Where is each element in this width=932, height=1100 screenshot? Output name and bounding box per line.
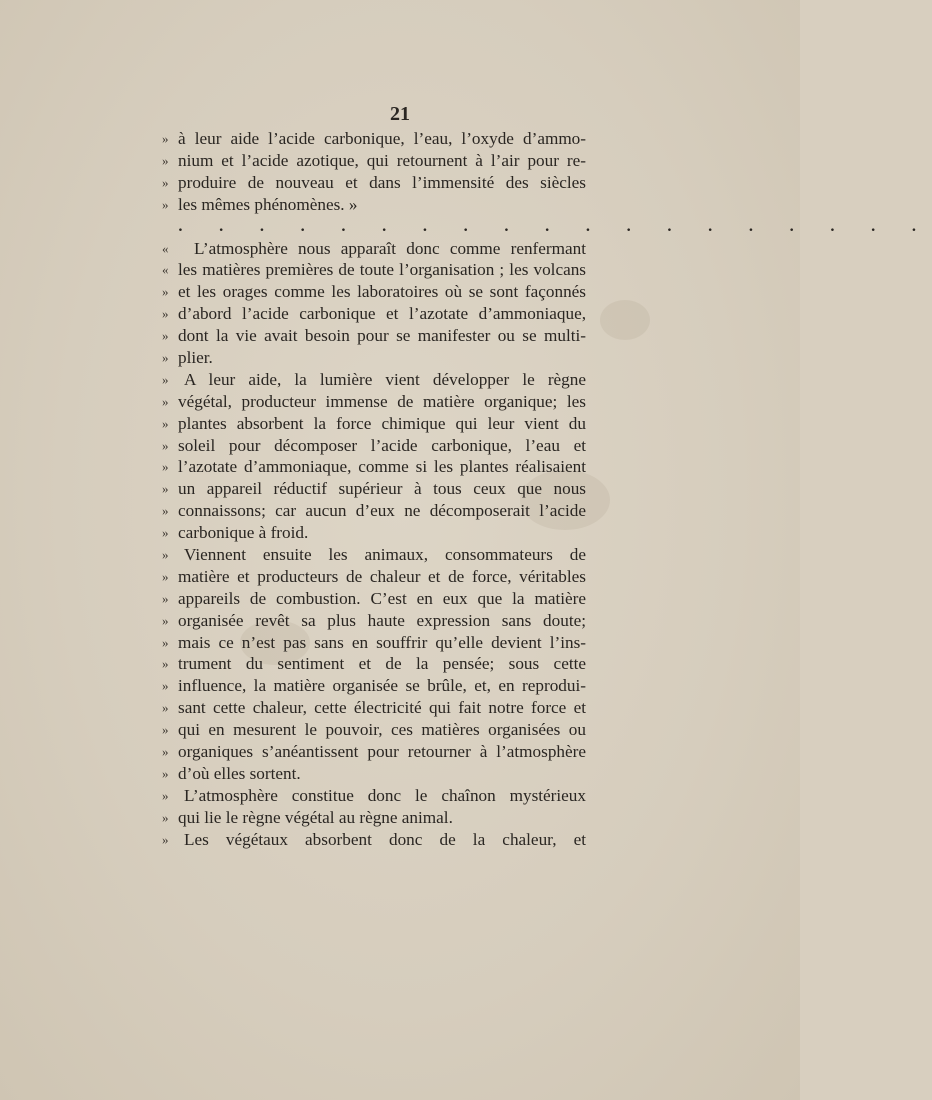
page-number: 21 <box>390 103 410 125</box>
quote-mark: » <box>162 284 169 300</box>
quote-mark: » <box>162 612 169 628</box>
quote-mark: » <box>162 547 169 563</box>
text-line <box>162 610 586 632</box>
line-text: soleil pour décomposer l’acide carbonique, l’eau et <box>178 435 586 455</box>
line-text: d’où elles sortent. <box>178 763 301 783</box>
body-text <box>162 128 932 851</box>
line-text: végétal, producteur immense de matière organique; les <box>178 391 586 411</box>
line-text: qui en mesurent le pouvoir, ces matières organisées ou <box>178 720 586 740</box>
quote-mark: » <box>162 809 169 825</box>
text-line <box>162 259 586 281</box>
text-line <box>162 391 586 413</box>
text-line <box>162 369 586 391</box>
line-text: trument du sentiment et de la pensée; sous cette <box>178 654 586 674</box>
line-text: Les végétaux absorbent donc de la chaleur, et <box>184 829 586 849</box>
text-line <box>162 150 586 172</box>
line-text: L’atmosphère constitue donc le chaînon mystérieux <box>184 785 586 805</box>
text-line <box>162 719 586 741</box>
text-line <box>162 741 586 763</box>
text-line <box>162 544 586 566</box>
line-text: carbonique à froid. <box>178 523 309 543</box>
text-line <box>162 500 586 522</box>
text-line <box>162 456 586 478</box>
quote-mark: » <box>162 503 169 519</box>
paper-stain <box>600 300 650 340</box>
line-text: matière et producteurs de chaleur et de force, véritables <box>178 566 586 586</box>
quote-mark: » <box>162 656 169 672</box>
quote-mark: » <box>162 459 169 475</box>
line-text: sant cette chaleur, cette électricité qui fait notre force et <box>178 698 586 718</box>
line-text: plantes absorbent la force chimique qui leur vient du <box>178 413 586 433</box>
line-text: un appareil réductif supérieur à tous ceux que nous <box>178 479 586 499</box>
quote-mark: » <box>162 437 169 453</box>
quote-mark: » <box>162 393 169 409</box>
quote-mark: » <box>162 328 169 344</box>
text-line <box>162 172 586 194</box>
quote-mark: » <box>162 831 169 847</box>
quote-mark: » <box>162 152 169 168</box>
quote-mark: » <box>162 131 169 146</box>
text-line <box>162 807 586 829</box>
quote-mark: « <box>162 240 169 256</box>
line-text: influence, la matière organisée se brûle, et, en reprodui- <box>178 676 586 696</box>
line-text: qui lie le règne végétal au règne animal. <box>178 807 453 827</box>
text-line <box>162 675 586 697</box>
quote-mark: » <box>162 590 169 606</box>
quote-mark: » <box>162 415 169 431</box>
line-text: dont la vie avait besoin pour se manifester ou se multi- <box>178 326 586 346</box>
line-text: d’abord l’acide carbonique et l’azotate d’ammoniaque, <box>178 304 586 324</box>
text-line <box>162 522 586 544</box>
quote-mark: » <box>162 371 169 387</box>
line-text: Viennent ensuite les animaux, consommateurs de <box>184 545 586 565</box>
line-text: L’atmosphère nous apparaît donc comme renfermant <box>194 238 586 258</box>
line-text: mais ce n’est pas sans en souffrir qu’elle devient l’ins- <box>178 632 586 652</box>
text-line <box>162 697 586 719</box>
text-line <box>162 829 586 851</box>
quote-mark: » <box>162 744 169 760</box>
quote-mark: » <box>162 481 169 497</box>
quote-mark: » <box>162 306 169 322</box>
text-line <box>162 435 586 457</box>
text-line <box>162 785 586 807</box>
line-text: plier. <box>178 348 213 368</box>
line-text: produire de nouveau et dans l’immensité des siècles <box>178 172 586 192</box>
quote-mark: « <box>162 262 169 278</box>
text-line <box>162 128 586 150</box>
text-line <box>162 763 586 785</box>
line-text: organiques s’anéantissent pour retourner à l’atmosphère <box>178 742 586 762</box>
quote-mark: » <box>162 350 169 366</box>
quote-mark: » <box>162 678 169 694</box>
text-line <box>162 238 586 260</box>
text-line <box>162 303 586 325</box>
line-text: les mêmes phénomènes. » <box>178 194 358 214</box>
text-line <box>162 325 586 347</box>
quote-mark: » <box>162 787 169 803</box>
line-text: les matières premières de toute l’organisation ; les volcans <box>178 260 586 280</box>
quote-mark: » <box>162 196 169 212</box>
text-line <box>162 632 586 654</box>
quote-mark: » <box>162 722 169 738</box>
text-line <box>162 653 586 675</box>
line-text: connaissons; car aucun d’eux ne décomposerait l’acide <box>178 501 586 521</box>
text-line <box>162 566 586 588</box>
line-text: l’azotate d’ammoniaque, comme si les plantes réalisaient <box>178 457 586 477</box>
text-line <box>162 588 586 610</box>
line-text: à leur aide l’acide carbonique, l’eau, l’oxyde d’ammo- <box>178 129 586 148</box>
line-text: appareils de combustion. C’est en eux que la matière <box>178 588 586 608</box>
text-line <box>162 194 586 216</box>
quote-mark: » <box>162 700 169 716</box>
text-line <box>162 281 586 303</box>
quote-mark: » <box>162 525 169 541</box>
quote-mark: » <box>162 765 169 781</box>
line-text: et les orages comme les laboratoires où se sont façonnés <box>178 282 586 302</box>
line-text: organisée revêt sa plus haute expression sans doute; <box>178 610 586 630</box>
line-text: A leur aide, la lumière vient développer le règne <box>184 369 586 389</box>
quote-mark: » <box>162 174 169 190</box>
quote-mark: » <box>162 568 169 584</box>
text-line <box>162 347 586 369</box>
text-line <box>162 413 586 435</box>
ellipsis-separator <box>162 216 932 238</box>
line-text: nium et l’acide azotique, qui retournent à l’air pour re- <box>178 150 586 170</box>
text-line <box>162 478 586 500</box>
quote-mark: » <box>162 634 169 650</box>
dot-row: . . . . . . . . . . . . . . . . . . . <box>178 218 932 235</box>
